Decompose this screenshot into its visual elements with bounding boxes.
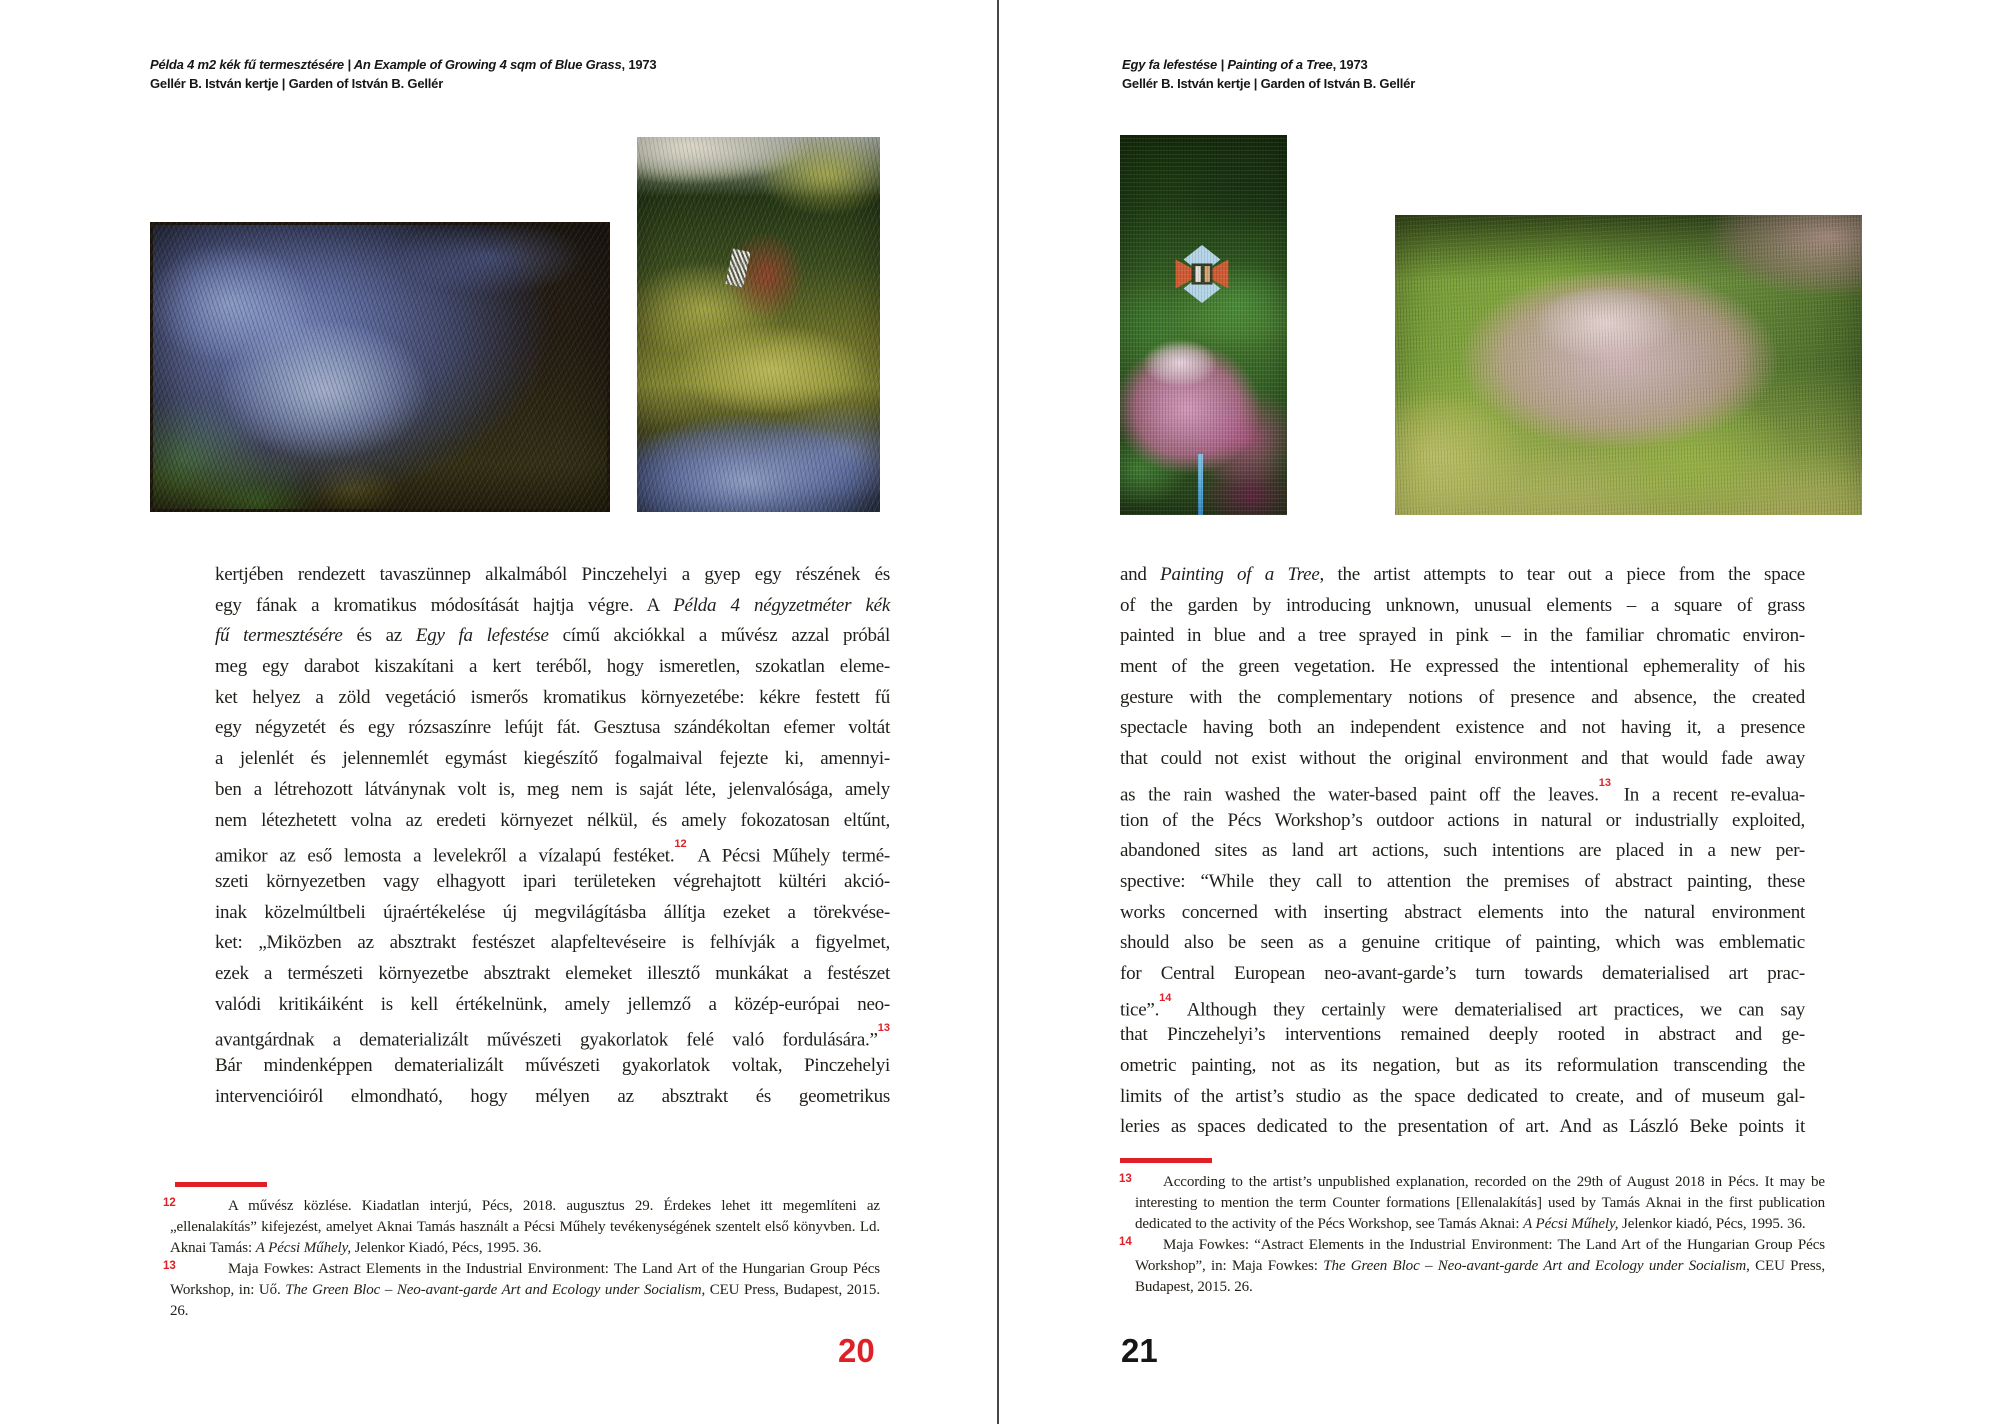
footnote-14 — [1119, 1235, 1825, 1298]
body-line: of the garden by introducing unknown, unusual elements – a square of grass — [1120, 594, 1805, 616]
body-line: egy fának a kromatikus módosítását hajtja végre. A Példa 4 négyzetméter kék — [215, 594, 890, 616]
film-grain-overlay — [150, 222, 610, 512]
body-line: spective: “While they call to attention the premises of abstract painting, these — [1120, 870, 1805, 892]
footnote-text: According to the artist’s unpublished explanation, recorded on the 29th of August 2018 in Pécs. It may be interesting to mention the term Counter formations [Ellenalakítás] used by Tamás Aknai in the first publication dedicated to the activity of the Pécs Workshop, see Tamás Aknai: A Pécsi Műhely, Jelenkor kiadó, Pécs, 1995. 36. — [1135, 1174, 1825, 1232]
left-artwork-subtitle: Gellér B. István kertje | Garden of István B. Gellér — [150, 76, 444, 91]
body-line: spectacle having both an independent existence and not having it, a presence — [1120, 717, 1805, 739]
footnote-13-right — [1119, 1172, 1825, 1235]
right-page-header — [1122, 55, 1415, 93]
footnote-12 — [163, 1196, 880, 1259]
right-artwork-subtitle: Gellér B. István kertje | Garden of István B. Gellér — [1122, 76, 1416, 91]
body-line: nem létezhetett volna az eredeti környezet nélkül, és amely fokozatosan eltűnt, — [215, 809, 890, 831]
body-line: a jelenlét és jelennemlét egymást kiegészítő fogalmaival fejezte ki, amennyi- — [215, 748, 890, 770]
body-line: intervencióiról elmondható, hogy mélyen az absztrakt és geometrikus — [215, 1085, 890, 1107]
page-number-left: 20 — [838, 1332, 875, 1369]
left-page-header — [150, 55, 656, 93]
film-grain-overlay — [1395, 215, 1862, 515]
body-line: avantgárdnak a dematerializált művészeti gyakorlatok felé való fordulására.”$^{13}$ — [215, 1022, 890, 1051]
body-line: tice”.$^{14}$ Although they certainly were dematerialised art practices, we can say — [1120, 991, 1805, 1020]
left-footnotes — [163, 1196, 880, 1322]
footnote-text: A művész közlése. Kiadatlan interjú, Pécs, 2018. augusztus 29. Érdekes lehet itt megemlíteni az „ellenalakítás” kifejezést, amelyet Aknai Tamás használt a Pécsi Műhely tevékenységének szentelt első könyvben. Ld. Aknai Tamás: A Pécsi Műhely, Jelenkor Kiadó, Pécs, 1995. 36. — [170, 1198, 880, 1256]
footnote-reference: 13 — [1598, 776, 1611, 789]
body-line: szeti környezetben vagy elhagyott ipari területeken végrehajtott kültéri akció- — [215, 870, 890, 892]
body-line: ket helyez a zöld vegetáció ismerős kromatikus környezetébe: kékre festett fű — [215, 686, 890, 708]
body-line: ezek a természeti környezetbe absztrakt elemeket illesztő munkákat a festészet — [215, 962, 890, 984]
film-grain-overlay — [637, 137, 880, 512]
right-artwork-title: Egy fa lefestése | Painting of a Tree, 1973 — [1122, 57, 1368, 72]
footnote-rule-left — [175, 1182, 267, 1187]
left-body-text — [215, 560, 890, 1112]
page-number-right: 21 — [1121, 1332, 1158, 1369]
right-footnotes — [1119, 1172, 1825, 1298]
footnote-number: 13 — [163, 1260, 176, 1272]
body-line: should also be seen as a genuine critique of painting, which was emblematic — [1120, 932, 1805, 954]
body-line: that could not exist without the original environment and that would fade away — [1120, 748, 1805, 770]
body-line: leries as spaces dedicated to the presentation of art. And as László Beke points it — [1120, 1116, 1805, 1138]
body-line: egy négyzetét és egy rózsaszínre lefújt fát. Gesztusa szándékoltan efemer voltát — [215, 717, 890, 739]
body-line: gesture with the complementary notions of presence and absence, the created — [1120, 686, 1805, 708]
photo-pink-tree-landscape — [1395, 215, 1862, 515]
photo-garden-with-tree — [637, 137, 880, 512]
body-line: ment of the green vegetation. He expressed the intentional ephemerality of his — [1120, 656, 1805, 678]
film-grain-overlay — [1120, 135, 1287, 515]
footnote-reference: 14 — [1159, 991, 1172, 1004]
right-body-text — [1120, 560, 1805, 1143]
body-line: ometric painting, not as its negation, but as its reformulation transcending the — [1120, 1055, 1805, 1076]
footnote-text: Maja Fowkes: Astract Elements in the Industrial Environment: The Land Art of the Hungarian Group Pécs Workshop, in: Uő. The Green Bloc – Neo-avant-garde Art and Ecology under Socialism, CEU Press, Budapest, 2015. 26. — [170, 1261, 880, 1319]
footnote-13-left — [163, 1259, 880, 1322]
footnote-number: 12 — [163, 1197, 176, 1209]
photo-blue-grass-patch — [150, 222, 610, 512]
body-line: that Pinczehelyi’s interventions remained deeply rooted in abstract and ge- — [1120, 1024, 1805, 1046]
body-line: painted in blue and a tree sprayed in pink – in the familiar chromatic environ- — [1120, 625, 1805, 647]
body-line: kertjében rendezett tavaszünnep alkalmából Pinczehelyi a gyep egy részének és — [215, 564, 890, 585]
body-line: Bár mindenképpen dematerializált művészeti gyakorlatok voltak, Pinczehelyi — [215, 1055, 890, 1076]
body-line: tion of the Pécs Workshop’s outdoor actions in natural or industrially exploited, — [1120, 809, 1805, 831]
body-line: ben a létrehozott látványnak volt is, meg nem is saját léte, jelenvalósága, amely — [215, 778, 890, 800]
body-line: inak közelmúltbeli újraértékelése új megvilágításba állítja ezeket a törekvése- — [215, 901, 890, 923]
body-line: as the rain washed the water-based paint off the leaves.$^{13}$ In a recent re-evalua- — [1120, 776, 1805, 806]
body-line: abandoned sites as land art actions, such intentions are placed in a new per- — [1120, 840, 1805, 862]
footnote-number: 14 — [1119, 1236, 1132, 1248]
body-line: valódi kritikáiként is kell értékelnünk, amely jellemző a közép-európai neo- — [215, 993, 890, 1015]
footnote-number: 13 — [1119, 1173, 1132, 1185]
body-line: limits of the artist’s studio as the space dedicated to create, and of museum gal- — [1120, 1085, 1805, 1107]
body-line: and Painting of a Tree, the artist attempts to tear out a piece from the space — [1120, 564, 1805, 585]
body-line: fű termesztésére és az Egy fa lefestése című akciókkal a művész azzal próbál — [215, 625, 890, 647]
body-line: amikor az eső lemosta a levelekről a vízalapú festéket.$^{12}$ A Pécsi Műhely termé- — [215, 838, 890, 867]
footnote-text: Maja Fowkes: “Astract Elements in the Industrial Environment: The Land Art of the Hungarian Group Pécs Workshop”, in: Maja Fowkes: The Green Bloc – Neo-avant-garde Art and Ecology under Socialism, CEU Press, Budapest, 2015. 26. — [1135, 1237, 1825, 1295]
left-artwork-title: Példa 4 m2 kék fű termesztésére | An Example of Growing 4 sqm of Blue Grass, 1973 — [150, 57, 657, 72]
body-line: for Central European neo-avant-garde’s turn towards dematerialised art prac- — [1120, 962, 1805, 984]
footnote-rule-right — [1120, 1158, 1212, 1163]
body-line: works concerned with inserting abstract elements into the natural environment — [1120, 901, 1805, 923]
page-divider-line — [997, 0, 999, 1424]
photo-pink-tree-with-geometric-emblem — [1120, 135, 1287, 515]
body-line: ket: „Miközben az absztrakt festészet alapfeltevéseire is felhívják a figyelmet, — [215, 932, 890, 954]
footnote-reference: 12 — [674, 838, 687, 851]
body-line: meg egy darabot kiszakítani a kert teréből, hogy ismeretlen, szokatlan eleme- — [215, 656, 890, 678]
footnote-reference: 13 — [877, 1022, 890, 1035]
